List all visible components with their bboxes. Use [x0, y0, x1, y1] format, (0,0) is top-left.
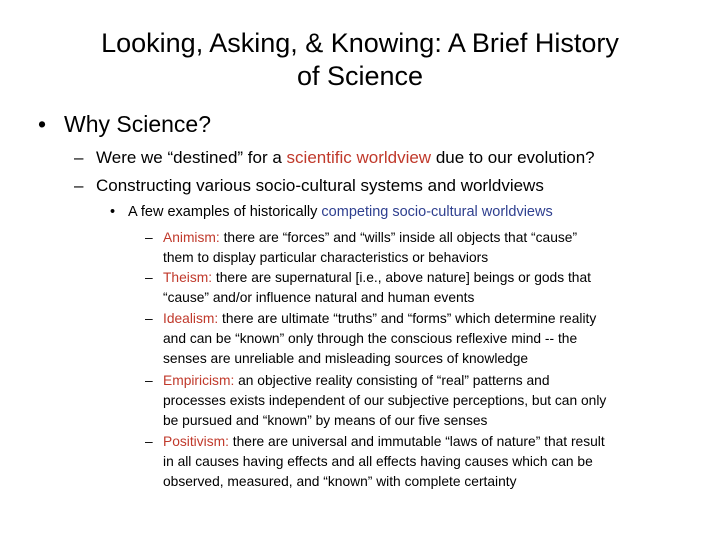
dash-icon: –	[74, 176, 84, 195]
worldview-continuation: observed, measured, and “known” with complete certainty	[163, 474, 517, 489]
subbullet-destined	[74, 147, 595, 169]
worldview-continuation: processes exists independent of our subjective perceptions, but can only	[163, 393, 607, 408]
subbullet-constructing	[74, 175, 544, 197]
worldview-first-line	[145, 432, 685, 452]
worldview-definition: there are universal and immutable “laws of nature” that result	[228, 434, 605, 449]
worldview-animism	[145, 228, 685, 268]
worldview-continuation: and can be “known” only through the conscious reflexive mind -- the	[163, 331, 578, 346]
worldview-term: Theism:	[163, 270, 213, 285]
bullet-examples	[110, 203, 553, 222]
dash-icon: –	[145, 230, 153, 245]
worldview-term: Idealism:	[163, 311, 219, 326]
dash-icon: –	[145, 311, 153, 326]
bullet-icon: •	[110, 204, 116, 220]
subbullet-text-pre: Were we “destined” for a	[96, 148, 287, 167]
worldview-first-line	[145, 309, 685, 329]
bullet-text-pre: A few examples of historically	[128, 204, 322, 220]
worldview-empiricism	[145, 371, 685, 431]
worldview-idealism	[145, 309, 685, 369]
worldview-term: Animism:	[163, 230, 220, 245]
dash-icon: –	[74, 148, 84, 167]
worldview-definition: there are “forces” and “wills” inside all objects that “cause”	[219, 230, 578, 245]
worldview-positivism	[145, 432, 685, 492]
worldview-definition: there are ultimate “truths” and “forms” which determine reality	[218, 311, 597, 326]
slide-title-line-1: Looking, Asking, & Knowing: A Brief History	[101, 28, 619, 58]
worldview-theism	[145, 268, 685, 308]
bullet-why-science	[38, 110, 211, 138]
worldview-continuation: senses are unreliable and misleading sources of knowledge	[163, 351, 529, 366]
slide-title-line-2: of Science	[296, 61, 424, 91]
subbullet-text-post: due to our evolution?	[431, 148, 595, 167]
worldview-continuation: in all causes having effects and all effects having causes which can be	[163, 454, 593, 469]
subbullet-text: Constructing various socio-cultural systems and worldviews	[96, 176, 544, 195]
worldview-term: Empiricism:	[163, 373, 235, 388]
worldview-continuation: “cause” and/or influence natural and human events	[163, 290, 475, 305]
worldview-term: Positivism:	[163, 434, 229, 449]
bullet-icon: •	[38, 111, 47, 137]
worldview-first-line	[145, 228, 685, 248]
bullet-text: Why Science?	[64, 111, 212, 137]
dash-icon: –	[145, 270, 153, 285]
slide-title	[40, 27, 680, 93]
worldview-definition: an objective reality consisting of “real” patterns and	[234, 373, 550, 388]
dash-icon: –	[145, 434, 153, 449]
worldview-first-line	[145, 268, 685, 288]
highlight-scientific-worldview: scientific worldview	[286, 148, 432, 167]
worldview-definition: there are supernatural [i.e., above nature] beings or gods that	[212, 270, 591, 285]
dash-icon: –	[145, 373, 153, 388]
highlight-competing-worldviews: competing socio-cultural worldviews	[321, 204, 553, 220]
worldview-continuation: be pursued and “known” by means of our five senses	[163, 413, 488, 428]
worldview-continuation: them to display particular characteristics or behaviors	[163, 250, 489, 265]
worldview-first-line	[145, 371, 685, 391]
